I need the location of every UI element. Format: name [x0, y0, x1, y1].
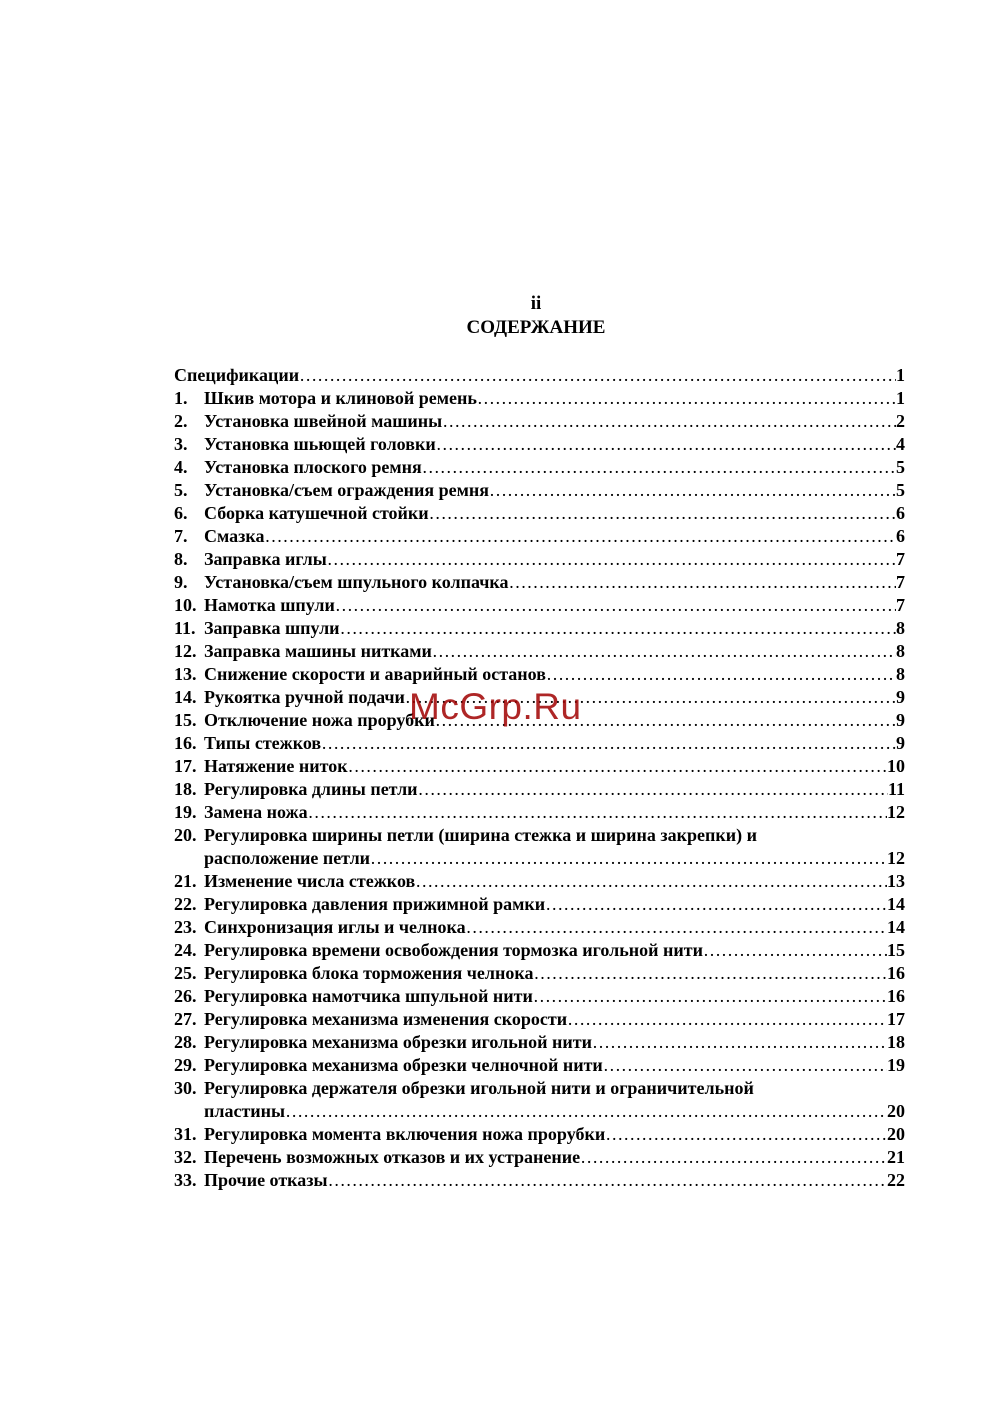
- toc-page: 4: [896, 434, 905, 454]
- toc-page: 5: [896, 480, 905, 500]
- toc-number: 30.: [174, 1078, 197, 1098]
- toc-number: 3.: [174, 434, 188, 454]
- toc-label: Намотка шпули: [204, 595, 335, 615]
- toc-row[interactable]: [174, 640, 905, 663]
- toc-row[interactable]: [174, 410, 905, 433]
- toc-label: Отключение ножа прорубки: [204, 710, 435, 730]
- toc-number: 2.: [174, 411, 188, 431]
- toc-page: 9: [896, 710, 905, 730]
- toc-row[interactable]: [174, 594, 905, 617]
- toc-row[interactable]: [174, 525, 905, 548]
- toc-leader: [418, 778, 888, 801]
- toc-row[interactable]: [174, 433, 905, 456]
- toc-leader: [432, 640, 896, 663]
- toc-number: 33.: [174, 1170, 197, 1190]
- toc-leader: [436, 433, 896, 456]
- toc-page: 6: [896, 526, 905, 546]
- toc-label: расположение петли: [204, 848, 371, 868]
- toc-leader: [415, 870, 887, 893]
- toc-label: Типы стежков: [204, 733, 322, 753]
- toc-row[interactable]: [174, 456, 905, 479]
- toc-page: 7: [896, 572, 905, 592]
- toc-row[interactable]: [174, 1123, 905, 1146]
- toc-row[interactable]: [174, 870, 905, 893]
- toc-label: Шкив мотора и клиновой ремень: [204, 388, 477, 408]
- toc-row[interactable]: [174, 1008, 905, 1031]
- toc-number: 32.: [174, 1147, 197, 1167]
- toc-row[interactable]: [174, 571, 905, 594]
- toc-number: 17.: [174, 756, 197, 776]
- toc-leader: [328, 1169, 887, 1192]
- toc-number: 21.: [174, 871, 197, 891]
- toc-number: 31.: [174, 1124, 197, 1144]
- toc-page: 8: [896, 641, 905, 661]
- toc-number: 25.: [174, 963, 197, 983]
- toc-number: 7.: [174, 526, 188, 546]
- toc-leader: [285, 1100, 887, 1123]
- toc-row[interactable]: [174, 1077, 905, 1100]
- toc-page: 9: [896, 687, 905, 707]
- toc-row[interactable]: [174, 916, 905, 939]
- toc-page: 14: [887, 917, 905, 937]
- toc-label: Установка швейной машины: [204, 411, 443, 431]
- toc-row[interactable]: [174, 985, 905, 1008]
- toc-page: 21: [887, 1147, 905, 1167]
- toc-number: 6.: [174, 503, 188, 523]
- toc-row[interactable]: [174, 939, 905, 962]
- toc-leader: [348, 755, 887, 778]
- toc-page: 13: [887, 871, 905, 891]
- toc-row[interactable]: [174, 1031, 905, 1054]
- toc-leader: [533, 962, 887, 985]
- toc-number: 28.: [174, 1032, 197, 1052]
- toc-label: Синхронизация иглы и челнока: [204, 917, 466, 937]
- toc-leader: [335, 594, 896, 617]
- toc-leader: [442, 410, 896, 433]
- toc-label: Изменение числа стежков: [204, 871, 416, 891]
- toc-row[interactable]: [174, 893, 905, 916]
- toc-leader: [422, 456, 896, 479]
- toc-label: Заправка иглы: [204, 549, 327, 569]
- toc-page: 6: [896, 503, 905, 523]
- toc-label: Регулировка намотчика шпульной нити: [204, 986, 533, 1006]
- toc-page: 20: [887, 1101, 905, 1121]
- toc-label: Установка/съем шпульного колпачка: [204, 572, 509, 592]
- toc-row[interactable]: [174, 1169, 905, 1192]
- toc-leader: [489, 479, 896, 502]
- toc-number: 14.: [174, 687, 197, 707]
- toc-number: 11.: [174, 618, 196, 638]
- toc-page: 1: [896, 388, 905, 408]
- toc-page: 20: [887, 1124, 905, 1144]
- toc-page: 17: [887, 1009, 905, 1029]
- toc-row[interactable]: [174, 801, 905, 824]
- toc-leader: [321, 732, 896, 755]
- toc-number: 9.: [174, 572, 188, 592]
- toc-label: Регулировка блока торможения челнока: [204, 963, 534, 983]
- toc-leader: [580, 1146, 887, 1169]
- toc-number: 26.: [174, 986, 197, 1006]
- toc-label: Сборка катушечной стойки: [204, 503, 429, 523]
- toc-number: 4.: [174, 457, 188, 477]
- toc-label: Заправка машины нитками: [204, 641, 432, 661]
- toc-number: 22.: [174, 894, 197, 914]
- toc-leader: [299, 364, 896, 387]
- toc-number: 1.: [174, 388, 188, 408]
- toc-label: Перечень возможных отказов и их устранение: [204, 1147, 581, 1167]
- toc-label: Снижение скорости и аварийный останов: [204, 664, 546, 684]
- toc-page: 11: [887, 779, 905, 799]
- toc-row[interactable]: [174, 548, 905, 571]
- toc-row-continuation[interactable]: [174, 847, 905, 870]
- toc-label: Натяжение ниток: [204, 756, 348, 776]
- toc-leader: [340, 617, 896, 640]
- toc-page: 7: [896, 595, 905, 615]
- toc-label: Регулировка механизма обрезки игольной нити: [204, 1032, 592, 1052]
- toc-label: Заправка шпули: [204, 618, 340, 638]
- toc-row[interactable]: [174, 663, 905, 686]
- toc-number: 8.: [174, 549, 188, 569]
- toc-page: 15: [887, 940, 905, 960]
- toc-number: 19.: [174, 802, 197, 822]
- toc-leader: [603, 1054, 887, 1077]
- toc-row[interactable]: [174, 732, 905, 755]
- toc-leader: [605, 1123, 887, 1146]
- toc-number: 12.: [174, 641, 197, 661]
- toc-row[interactable]: [174, 962, 905, 985]
- toc-label: Замена ножа: [204, 802, 308, 822]
- toc-row[interactable]: [174, 755, 905, 778]
- toc-leader: [533, 985, 887, 1008]
- toc-leader: [370, 847, 887, 870]
- toc-row-continuation[interactable]: [174, 1100, 905, 1123]
- toc-page: 9: [896, 733, 905, 753]
- toc-page: 2: [896, 411, 905, 431]
- toc-page: 7: [896, 549, 905, 569]
- toc-row[interactable]: [174, 778, 905, 801]
- toc-page: 12: [887, 802, 905, 822]
- toc-page: 19: [887, 1055, 905, 1075]
- toc-label: Установка шьющей головки: [204, 434, 436, 454]
- toc-leader: [703, 939, 887, 962]
- toc-label: Регулировка держателя обрезки игольной нити и ограничительной: [204, 1078, 754, 1098]
- toc-page: 14: [887, 894, 905, 914]
- toc-row-spec[interactable]: [174, 364, 905, 387]
- toc-page: 16: [887, 963, 905, 983]
- toc-label: Установка плоского ремня: [204, 457, 422, 477]
- toc-page: 8: [896, 618, 905, 638]
- toc-page: 12: [887, 848, 905, 868]
- toc-leader: [466, 916, 887, 939]
- toc-number: 20.: [174, 825, 197, 845]
- toc-page: 5: [896, 457, 905, 477]
- toc-leader: [308, 801, 887, 824]
- toc-page: 1: [896, 365, 905, 385]
- toc-leader: [477, 387, 896, 410]
- table-of-contents: [174, 364, 905, 1192]
- toc-number: 16.: [174, 733, 197, 753]
- toc-label: Регулировка длины петли: [204, 779, 418, 799]
- toc-row[interactable]: [174, 1146, 905, 1169]
- toc-number: 15.: [174, 710, 197, 730]
- toc-leader: [546, 663, 896, 686]
- toc-number: 24.: [174, 940, 197, 960]
- toc-page: 18: [887, 1032, 905, 1052]
- toc-leader: [327, 548, 896, 571]
- toc-number: 5.: [174, 480, 188, 500]
- toc-label: Прочие отказы: [204, 1170, 328, 1190]
- toc-leader: [545, 893, 887, 916]
- toc-label: Регулировка ширины петли (ширина стежка и ширина закрепки) и: [204, 825, 757, 845]
- toc-label: Регулировка времени освобождения тормозка игольной нити: [204, 940, 703, 960]
- toc-row[interactable]: [174, 617, 905, 640]
- toc-page: 10: [887, 756, 905, 776]
- toc-row[interactable]: [174, 824, 905, 847]
- toc-label: Регулировка момента включения ножа прорубки: [204, 1124, 606, 1144]
- toc-label: Спецификации: [174, 365, 300, 385]
- toc-row[interactable]: [174, 479, 905, 502]
- toc-leader: [567, 1008, 887, 1031]
- toc-number: 23.: [174, 917, 197, 937]
- toc-label: Регулировка давления прижимной рамки: [204, 894, 546, 914]
- toc-row[interactable]: [174, 502, 905, 525]
- toc-label: пластины: [204, 1101, 286, 1121]
- toc-label: Установка/съем ограждения ремня: [204, 480, 489, 500]
- toc-page: 8: [896, 664, 905, 684]
- toc-number: 29.: [174, 1055, 197, 1075]
- toc-label: Регулировка механизма обрезки челночной нити: [204, 1055, 603, 1075]
- toc-number: 27.: [174, 1009, 197, 1029]
- toc-leader: [592, 1031, 887, 1054]
- toc-row[interactable]: [174, 1054, 905, 1077]
- toc-page: 16: [887, 986, 905, 1006]
- page-title: СОДЕРЖАНИЕ: [466, 317, 606, 338]
- toc-label: Регулировка механизма изменения скорости: [204, 1009, 568, 1029]
- page-number: ii: [530, 293, 542, 314]
- toc-row[interactable]: [174, 387, 905, 410]
- toc-leader: [264, 525, 896, 548]
- watermark: McGrp.Ru: [409, 686, 582, 727]
- toc-number: 13.: [174, 664, 197, 684]
- toc-label: Смазка: [204, 526, 265, 546]
- toc-number: 18.: [174, 779, 197, 799]
- toc-leader: [509, 571, 896, 594]
- toc-leader: [429, 502, 896, 525]
- toc-page: 22: [887, 1170, 905, 1190]
- toc-label: Рукоятка ручной подачи: [204, 687, 405, 707]
- toc-number: 10.: [174, 595, 197, 615]
